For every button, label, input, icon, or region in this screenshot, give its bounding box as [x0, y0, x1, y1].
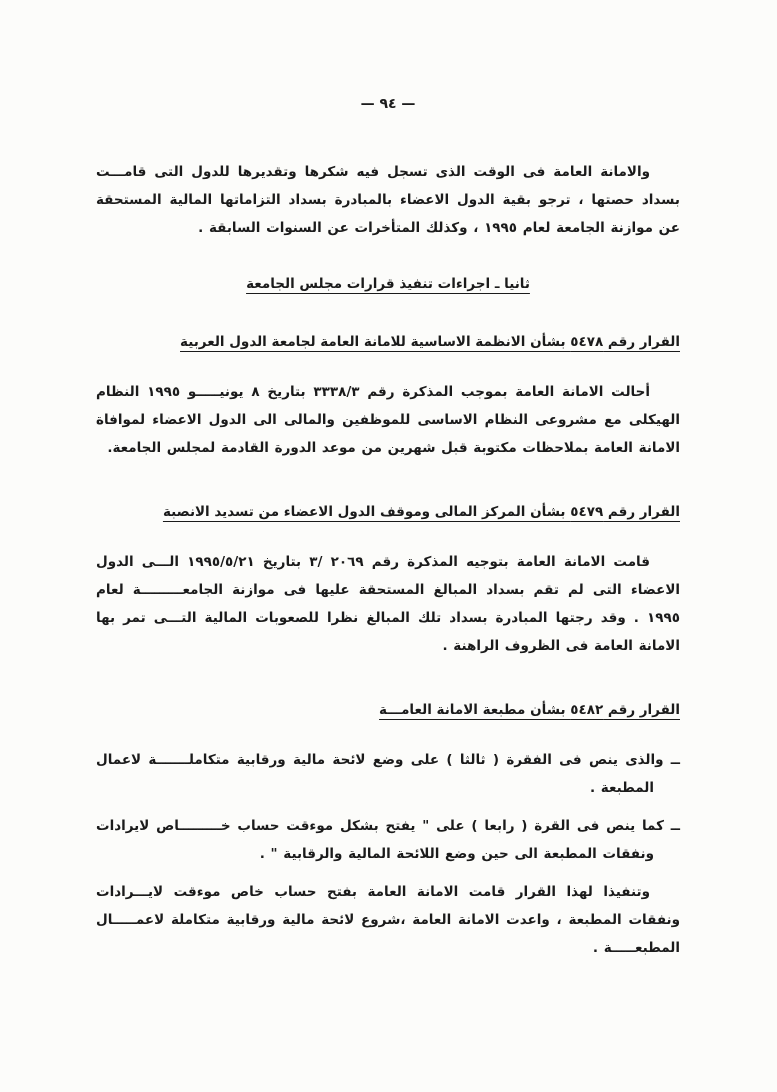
decision-5478-heading: القرار رقم ٥٤٧٨ بشأن الانظمة الاساسية للامانة العامة لجامعة الدول العربية: [180, 334, 680, 350]
decision-5482-bullet-1: ــ والذى ينص فى الفقرة ( ثالثا ) على وضع لائحة مالية ورقابية متكاملـــــــة لاعمال المطبعة .: [96, 752, 680, 796]
decision-5478-section: [96, 330, 680, 462]
decision-5482-bullet-2: ــ كما ينص فى القرة ( رابعا ) على " يفتح بشكل موءقت حساب خـــــــــاص لايرادات ونفقات المطبعة الى حين وضع اللائحة المالية والرقابية " .: [96, 818, 680, 862]
page-number: — ٩٤ —: [360, 96, 416, 112]
decision-5482-heading: القرار رقم ٥٤٨٢ بشأن مطبعة الامانة العامـــة: [379, 702, 680, 718]
section-heading: ثانيا ـ اجراءات تنفيذ قرارات مجلس الجامعة: [246, 276, 530, 292]
decision-5482-closing: وتنفيذا لهذا القرار قامت الامانة العامة بفتح حساب خاص موءقت لايـــرادات ونفقات المطبعة ، واعدت الامانة العامة ،شروع لائحة مالية ورقابية متكاملة لاعمـــــال المطبعـــــة .: [96, 884, 680, 956]
decision-5479-heading: القرار رقم ٥٤٧٩ بشأن المركز المالى وموقف الدول الاعضاء من تسديد الانصبة: [162, 504, 680, 520]
decision-5479-section: [96, 500, 680, 660]
decision-5482-section: [96, 698, 680, 962]
intro-paragraph: والامانة العامة فى الوقت الذى تسجل فيه شكرها وتقديرها للدول التى قامـــت بسداد حصتها ، ترجو بقية الدول الاعضاء بالمبادرة بسداد التزاماتها المالية المستحقة عن موازنة الجامعة لعام ١٩٩٥ ، وكذلك المتأخرات عن السنوات السابقة .: [96, 164, 680, 236]
decision-5478-body: أحالت الامانة العامة بموجب المذكرة رقم ٣٣٣٨/٣ بتاريخ ٨ يونيـــــو ١٩٩٥ النظام الهيكلى مع مشروعى النظام الاساسى للموظفين والمالى الى الدول الاعضاء لموافاة الامانة العامة بملاحظات مكتوبة قبل شهرين من موعد الدورة القادمة لمجلس الجامعة.: [96, 384, 680, 456]
decision-5479-body: قامت الامانة العامة بتوجيه المذكرة رقم ٢٠٦٩ /٣ بتاريخ ١٩٩٥/٥/٢١ الـــى الدول الاعضاء التى لم تقم بسداد المبالغ المستحقة عليها فى موازنة الجامعـــــــــة لعام ١٩٩٥ . وقد رجتها المبادرة بسداد تلك المبالغ نظرا للصعوبات المالية التـــى تمر بها الامانة العامة فى الظروف الراهنة .: [96, 554, 680, 654]
page-content: [96, 96, 680, 962]
